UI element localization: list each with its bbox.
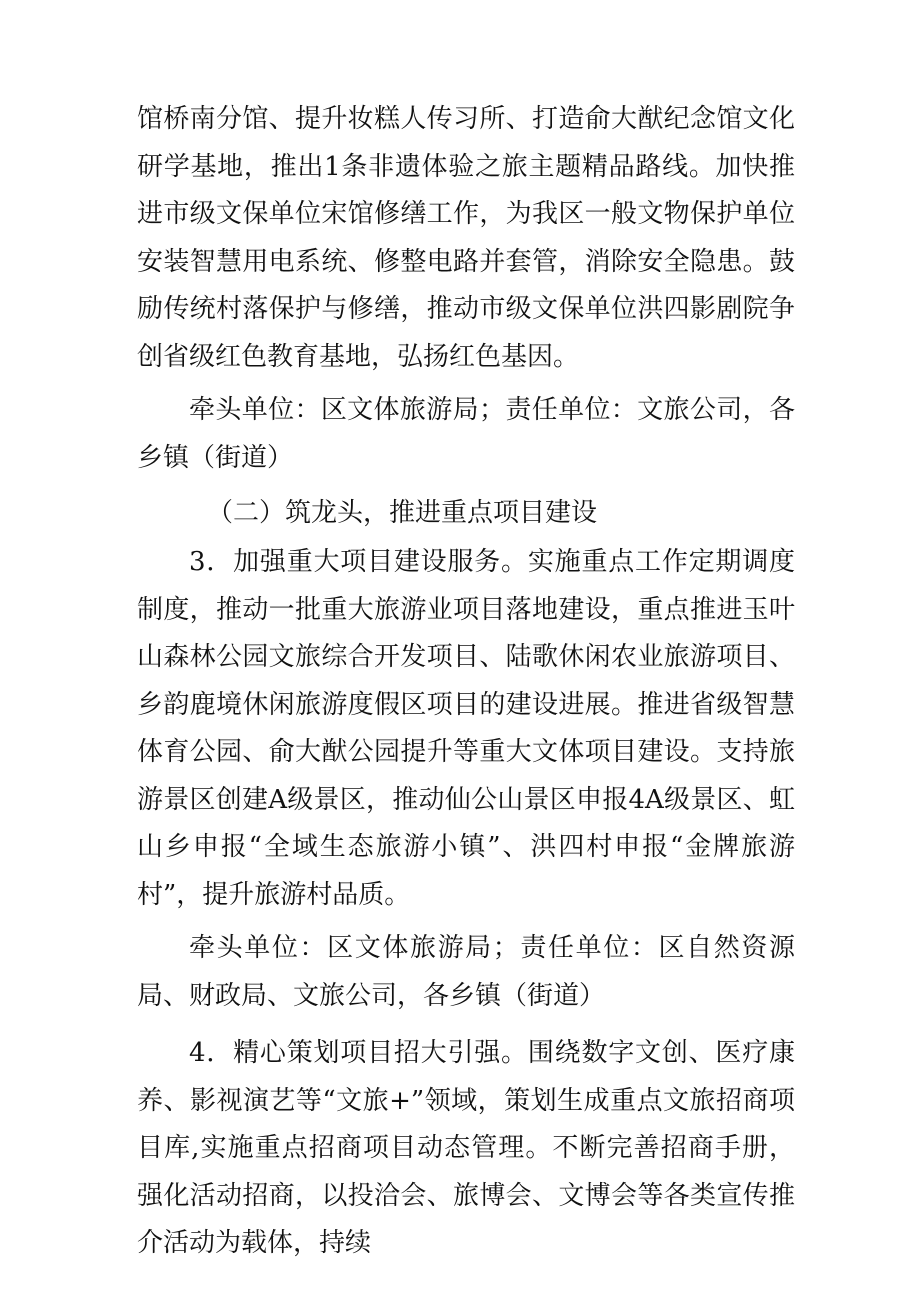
paragraph-investment-attraction: 4．精心策划项目招大引强。围绕数字文创、医疗康养、影视演艺等“文旅+”领域，策划生成重点文旅招商项目库,实施重点招商项目动态管理。不断完善招商手册，强化活动招商，以投洽会、旅博会、文博会等各类宣传推介活动为载体，持续 xyxy=(137,1038,795,1258)
paragraph-responsible-units-1: 牵头单位：区文体旅游局；责任单位：文旅公司，各乡镇（街道） xyxy=(137,395,795,473)
paragraph-responsible-units-2: 牵头单位：区文体旅游局；责任单位：区自然资源局、财政局、文旅公司，各乡镇（街道） xyxy=(137,933,795,1011)
section-heading-key-projects: （二）筑龙头，推进重点项目建设 xyxy=(207,498,598,528)
paragraph-major-project-service: 3．加强重大项目建设服务。实施重点工作定期调度制度，推动一批重大旅游业项目落地建设，重点推进玉叶山森林公园文旅综合开发项目、陆歌休闲农业旅游项目、乡韵鹿境休闲旅游度假区项目的建设进展。推进省级智慧体育公园、俞大猷公园提升等重大文体项目建设。支持旅游景区创建A级景区，推动仙公山景区申报4A级景区、虹山乡申报“全域生态旅游小镇”、洪四村申报“金牌旅游村”，提升旅游村品质。 xyxy=(137,547,795,910)
paragraph-cultural-heritage: 馆桥南分馆、提升妆糕人传习所、打造俞大猷纪念馆文化研学基地，推出1条非遗体验之旅主题精品路线。加快推进市级文保单位宋馆修缮工作，为我区一般文物保护单位安装智慧用电系统、修整电路并套管，消除安全隐患。鼓励传统村落保护与修缮，推动市级文保单位洪四影剧院争创省级红色教育基地，弘扬红色基因。 xyxy=(137,104,795,372)
